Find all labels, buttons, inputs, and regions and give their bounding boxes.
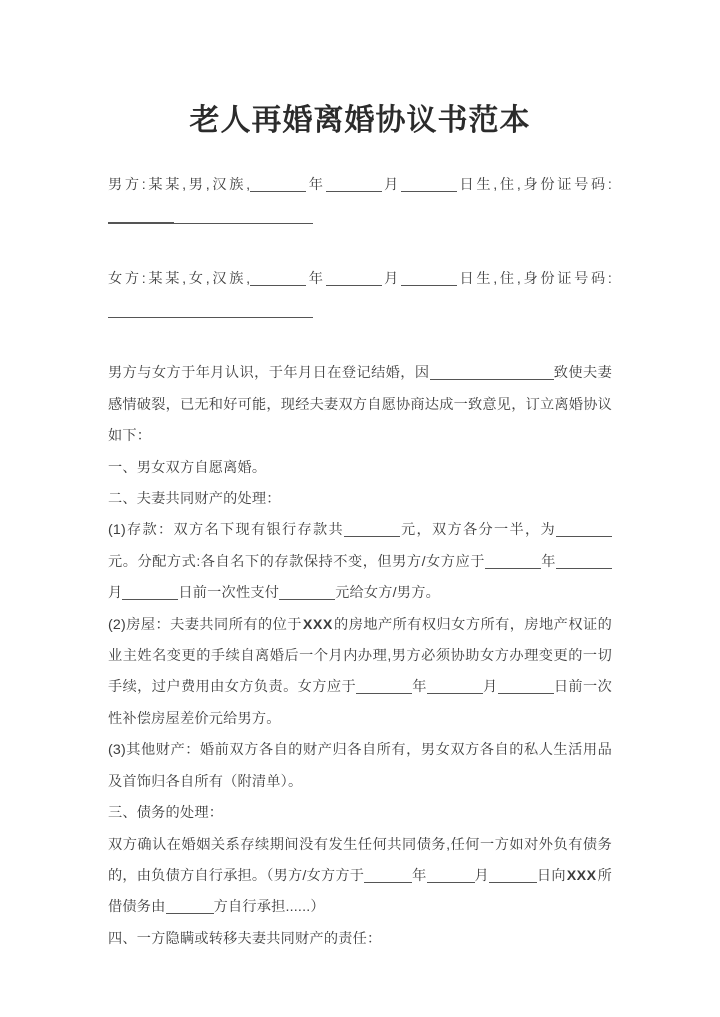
husband-month-unit: 月 bbox=[381, 177, 402, 193]
deposits-total-blank bbox=[344, 522, 400, 537]
deposits-text-1: (1)存款：双方名下现有银行存款共 bbox=[108, 522, 344, 539]
clause-two-heading: 二、夫妻共同财产的处理： bbox=[108, 491, 281, 508]
deposits-text-4: 日前一次性支付 bbox=[178, 585, 280, 602]
debt-month-unit: 月 bbox=[474, 867, 489, 884]
debt-text-3: 所借债务由 bbox=[108, 867, 613, 916]
clause-two-item-deposits bbox=[108, 515, 612, 609]
husband-label-text: 男方:某某,男,汉族, bbox=[108, 177, 251, 193]
house-compensate-month-blank bbox=[427, 679, 483, 694]
deposits-pay-day-blank bbox=[122, 585, 178, 600]
husband-id-label: 日生,住,身份证号码: bbox=[457, 177, 613, 193]
husband-id-continuation-row bbox=[108, 233, 612, 264]
debt-responsible-party-blank bbox=[166, 899, 214, 914]
clause-two-item-other-property: (3)其他财产：婚前双方各自的财产归各自所有，男女双方各自的私人生活用品及首饰归各自所有（附清单）。 bbox=[108, 742, 612, 790]
deposits-text-5: 元给女方/男方。 bbox=[335, 585, 440, 602]
clause-four-heading: 四、一方隐瞒或转移夫妻共同财产的责任： bbox=[108, 930, 382, 947]
house-compensate-day-blank bbox=[498, 679, 554, 694]
husband-birth-month-blank bbox=[326, 177, 382, 192]
deposits-half-blank bbox=[556, 522, 612, 537]
wife-month-unit: 月 bbox=[381, 271, 402, 288]
debt-text-2: 日向 bbox=[536, 867, 566, 884]
house-text-3: 日前一次性补偿房屋差价元给男方。 bbox=[108, 679, 612, 727]
intro-text-after-blank: 致使夫妻感情破裂，已无和好可能，现经夫妻双方自愿协商达成一致意见，订立离婚协议如下： bbox=[108, 365, 612, 445]
debt-month-blank bbox=[427, 868, 475, 883]
deposits-text-3: 元。分配方式:各自名下的存款保持不变，但男方/女方应于 bbox=[108, 553, 485, 570]
house-property-placeholder: XXX bbox=[302, 616, 333, 633]
deposits-pay-year-blank bbox=[485, 554, 541, 569]
house-compensate-year-blank bbox=[356, 679, 412, 694]
clause-one: 一、男女双方自愿离婚。 bbox=[108, 459, 267, 476]
husband-id-blank bbox=[108, 208, 174, 223]
debt-creditor-placeholder: XXX bbox=[566, 867, 597, 884]
debt-year-blank bbox=[364, 868, 412, 883]
page-title: 老人再婚离婚协议书范本 bbox=[189, 104, 531, 137]
deposits-pay-month-blank bbox=[556, 554, 612, 569]
husband-year-unit: 年 bbox=[306, 177, 326, 193]
deposits-year-unit: 年 bbox=[540, 553, 556, 570]
husband-birth-day-blank bbox=[401, 177, 457, 192]
deposits-amount-blank bbox=[279, 585, 335, 600]
document-body bbox=[108, 170, 612, 955]
house-text-1: (2)房屋：夫妻共同所有的位于 bbox=[108, 616, 302, 633]
wife-label-text: 女方:某某,女,汉族, bbox=[108, 271, 251, 288]
deposits-text-2: 元，双方各分一半，为 bbox=[399, 522, 556, 539]
wife-id-continuation-row bbox=[108, 327, 612, 358]
clause-three-heading: 三、债务的处理： bbox=[108, 805, 224, 822]
debt-year-unit: 年 bbox=[412, 867, 427, 884]
wife-id-continuation-rule bbox=[108, 317, 313, 318]
debt-text-4: 方自行承担......） bbox=[213, 899, 325, 916]
divorce-reason-blank bbox=[430, 365, 554, 380]
wife-id-label: 日生,住,身份证号码: bbox=[457, 271, 613, 288]
house-text-2: 的房地产所有权归女方所有，房地产权证的业主姓名变更的手续自离婚后一个月内办理,男方必须协助女方办理变更的一切手续，过户费用由女方负责。女方应于 bbox=[108, 616, 612, 696]
wife-birth-month-blank bbox=[326, 271, 382, 286]
wife-id-blank bbox=[108, 303, 174, 318]
house-year-unit: 年 bbox=[412, 679, 427, 696]
wife-year-unit: 年 bbox=[306, 271, 326, 288]
clause-two-item-house bbox=[108, 610, 612, 736]
debt-day-blank bbox=[489, 868, 537, 883]
wife-birth-day-blank bbox=[401, 271, 457, 286]
intro-text-before-blank: 男方与女方于年月认识，于年月日在登记结婚，因 bbox=[108, 365, 430, 382]
wife-birth-year-blank bbox=[250, 271, 306, 286]
deposits-month-unit: 月 bbox=[108, 585, 123, 602]
house-month-unit: 月 bbox=[482, 679, 498, 696]
paragraph-introduction bbox=[108, 358, 612, 452]
clause-three-debts bbox=[108, 830, 612, 924]
husband-birth-year-blank bbox=[250, 177, 306, 192]
husband-id-continuation-rule bbox=[108, 223, 313, 224]
debt-text-1: 双方确认在婚姻关系存续期间没有发生任何共同债务,任何一方如对外负有债务的，由负债方自行承担。（男方/女方方于 bbox=[108, 836, 612, 884]
